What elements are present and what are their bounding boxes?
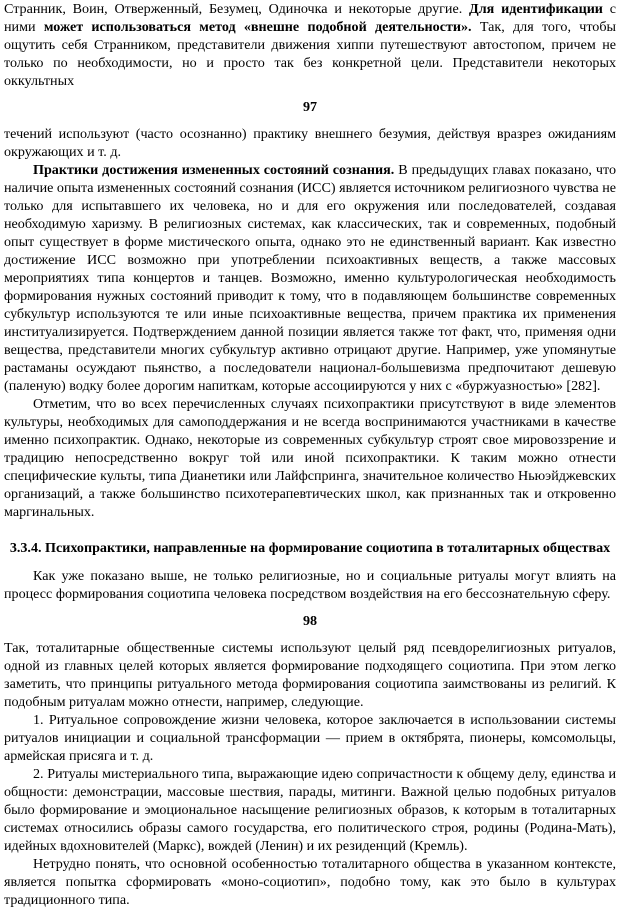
bold-lead-asc: Практики достижения измененных состояний сознания. <box>33 162 395 178</box>
document-page <box>4 0 616 909</box>
page-number-97: 97 <box>302 99 318 115</box>
paragraph-6: Так, тоталитарные общественные системы используют целый ряд псевдорелигиозных ритуалов, одной из главных целей которых является формирование подходящего социотипа. При этом легко заметить, что принципы ритуального метода формирования социотипа заимствованы из религий. К подобным ритуалам можно отнести, например, следующие. <box>4 640 616 710</box>
paragraph-8: 2. Ритуалы мистериального типа, выражающие идею сопричастности к общему делу, единства и общности: демонстрации, массовые шествия, парады, митинги. Важной целью подобных ритуалов было формирование и эмоциональное насыщение религиозных образов, к которым в тоталитарных системах относились образы самого государства, его политического строя, родины (Родина-Мать), идейных вдохновителей (Маркс), вождей (Ленин) и их резиденций (Кремль). <box>4 766 616 854</box>
bold-phrase-identification: Для идентификации <box>469 1 603 17</box>
paragraph-7: 1. Ритуальное сопровождение жизни человека, которое заключается в использовании системы ритуалов инициации и социальной трансформации — прием в октябрята, пионеры, комсомольцы, армейская присяга и т. д. <box>4 712 616 764</box>
paragraph-1: Странник, Воин, Отверженный, Безумец, Одиночка и некоторые другие. Для идентификации с ними может использоваться метод «внешне подобной деятельности». Так, для того, чтобы ощутить себя Странником, представители движения хиппи путешествуют автостопом, причем не только по необходимости, но и просто так без конкретной цели. Представители некоторых оккультных <box>4 1 616 89</box>
paragraph-4: Отметим, что во всех перечисленных случаях психопрактики присутствуют в виде элементов культуры, необходимых для самоподдержания и не всегда воспринимаются участниками в качестве именно психопрактик. Однако, некоторые из современных субкультур строят свое мировоззрение и традицию непосредственно вокруг той или иной психопрактики. К таким можно отнести специфические культы, типа Дианетики или Лайфспринга, значительное количество Ньюэйджевских организаций, а также большинство психотерапевтических школ, как признанных так и откровенно маргинальных. <box>4 396 616 520</box>
paragraph-2: течений используют (часто осознанно) практику внешнего безумия, действуя вразрез ожиданиям окружающих и т. д. <box>4 126 616 160</box>
page-number-98: 98 <box>302 613 318 629</box>
paragraph-3: Практики достижения измененных состояний сознания. В предыдущих главах показано, что наличие опыта измененных состояний сознания (ИСС) является источником религиозного чувства не только для испытавшего их человека, но и для его окружения или последователей, создавая необходимую харизму. В религиозных системах, как классических, так и современных, подобный опыт существует в форме мистического опыта, однако это не единственный вариант. Как известно достижение ИСС возможно при употреблении психоактивных веществ, а также массовых мероприятиях типа концертов и танцев. Возможно, именно культурологическая необходимость формирования нужных состояний приводит к тому, что в подавляющем большинстве современных субкультур используются те или иные психоактивные вещества, причем практика их применения институализируется. Подтверждением данной позиции является также тот факт, что, применяя одни вещества, представители многих субкультур активно отрицают другие. Например, уже упомянутые растаманы осуждают пьянство, а последователи национал-большевизма предпочитают дешевую (паленую) водку более дорогим напиткам, которые ассоциируются у них с «буржуазностью» [282]. <box>4 162 616 394</box>
paragraph-5: Как уже показано выше, не только религиозные, но и социальные ритуалы могут влиять на процесс формирования социотипа человека посредством воздействия на его бессознательную сферу. <box>4 568 616 602</box>
paragraph-9: Нетрудно понять, что основной особенностью тоталитарного общества в указанном контексте, является попытка сформировать «моно-социотип», подобно тому, как это было в культурах традиционного типа. <box>4 856 616 908</box>
bold-phrase-method: может использоваться метод «внешне подобной деятельности». <box>43 19 472 35</box>
section-heading: 3.3.4. Психопрактики, направленные на формирование социотипа в тоталитарных обществах <box>9 540 611 556</box>
